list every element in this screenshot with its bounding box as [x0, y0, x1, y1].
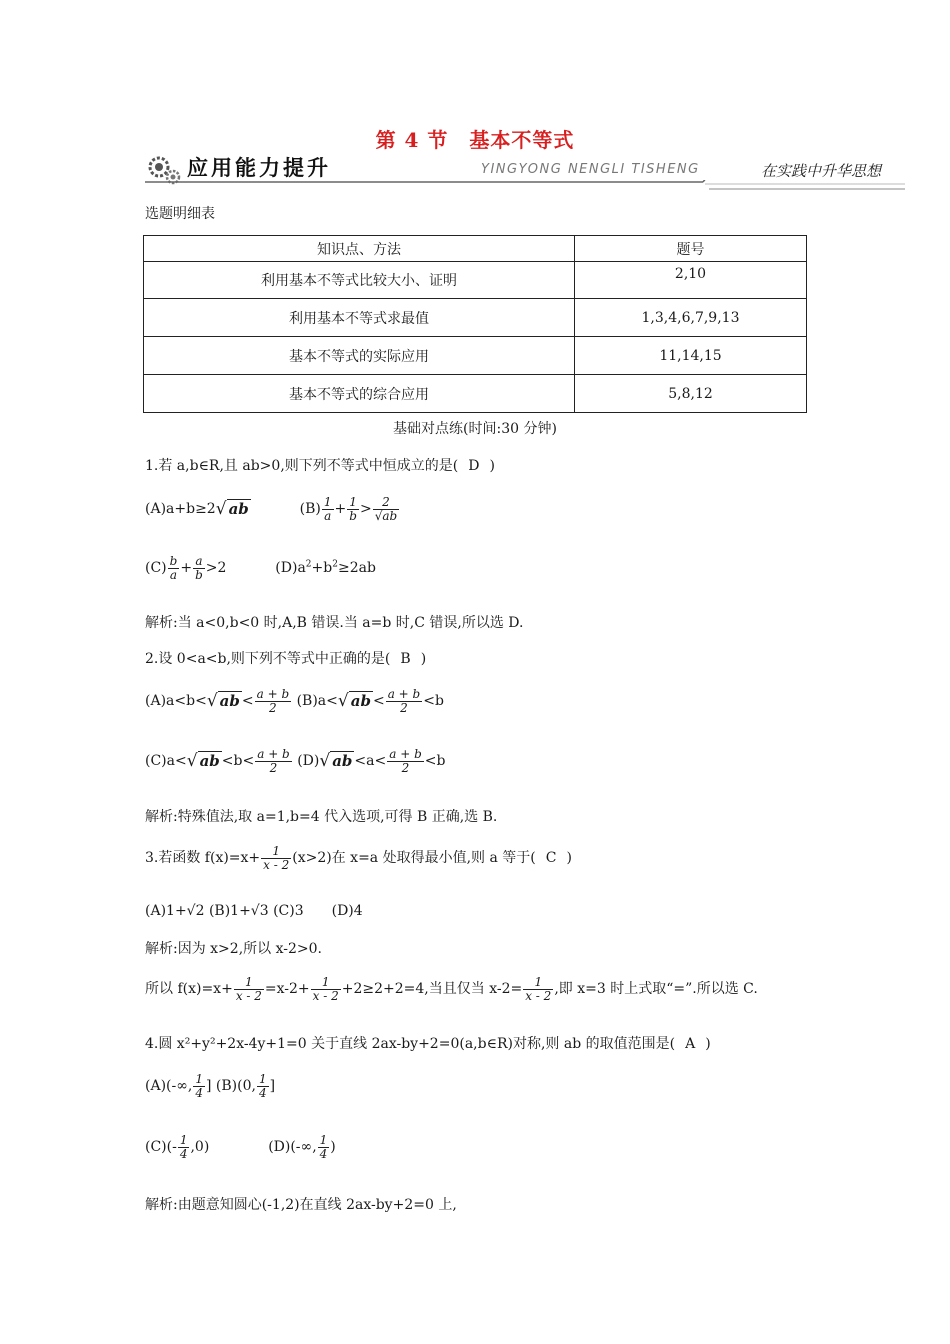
table-row — [144, 262, 807, 299]
analysis-text: ,即 x=3 时上式取“=”.所以选 C. — [554, 981, 758, 998]
answer: C — [545, 850, 557, 867]
q2-analysis: 解析:特殊值法,取 a=1,b=4 代入选项,可得 B 正确,选 B. — [145, 809, 498, 825]
question-stem: 1.若 a,b∈R,且 ab>0,则下列不等式中恒成立的是( — [145, 458, 459, 474]
question-stem: 3.若函数 f(x)=x+ — [145, 850, 261, 867]
q4-analysis: 解析:由题意知圆心(-1,2)在直线 2ax-by+2=0 上, — [145, 1197, 457, 1213]
table-cell: 2,10 — [575, 262, 807, 299]
question-close: ) — [705, 1036, 711, 1052]
section-banner — [145, 150, 905, 190]
banner-rule — [145, 180, 905, 190]
q3-analysis-1: 解析:因为 x>2,所以 x-2>0. — [145, 941, 322, 957]
table-header: 题号 — [575, 236, 807, 262]
table-caption: 选题明细表 — [145, 206, 215, 222]
table-row — [144, 337, 807, 375]
q1-analysis: 解析:当 a<0,b<0 时,A,B 错误.当 a=b 时,C 错误,所以选 D. — [145, 615, 524, 631]
table-cell: 基本不等式的实际应用 — [144, 337, 575, 375]
question-stem: 2.设 0<a<b,则下列不等式中正确的是( — [145, 651, 391, 667]
table-cell: 基本不等式的综合应用 — [144, 375, 575, 413]
table-header-row — [144, 236, 807, 262]
q1-option-a-b: (A)a+b≥2√ ab (B) $\frac{1}{a}$ + $\frac{1}{b}$ > $\frac{2}{√ab}$ — [145, 495, 398, 523]
question-1 — [145, 455, 495, 475]
analysis-text: =x-2+ — [264, 981, 310, 998]
table-row — [144, 299, 807, 337]
question-2 — [145, 648, 426, 668]
table-row — [144, 375, 807, 413]
banner-title: 应用能力提升 — [187, 156, 331, 180]
section-heading: 基础对点练(时间:30 分钟) — [393, 421, 557, 437]
table-cell: 11,14,15 — [575, 337, 807, 375]
q3-options: (A)1+√2 (B)1+√3 (C)3 (D)4 — [145, 903, 363, 919]
question-stem: 4.圆 x²+y²+2x-4y+1=0 关于直线 2ax-by+2=0(a,b∈R)对称,则 ab 的取值范围是( — [145, 1036, 676, 1052]
q3-analysis-2: 所以 f(x)=x+ $\frac{1}{x - 2}$ =x-2+ $\frac{1}{x - 2}$ +2≥2+2=4,当且仅当 x-2= $\frac{1}{x - 2}$ ,即 x=3 时上式取“=”.所以选 C. — [145, 975, 758, 1003]
q1-option-c-d: (C) $\frac{b}{a}$ + $\frac{a}{b}$ >2 $(D)a^2+b^2\ge 2ab$ — [145, 554, 376, 582]
question-4 — [145, 1033, 711, 1053]
table-header: 知识点、方法 — [144, 236, 575, 262]
banner-motto: 在实践中升华思想 — [761, 162, 882, 180]
analysis-text: +2≥2+2=4,当且仅当 x-2= — [341, 981, 523, 998]
question-close: ) — [566, 850, 572, 867]
q4-option-a-b: (A)(-∞, $\frac{1}{4}$ ] (B)(0, $\frac{1}{4}$ ] — [145, 1072, 276, 1100]
question-stem: (x>2)在 x=a 处取得最小值,则 a 等于( — [292, 850, 536, 867]
q4-option-c-d: (C)(- $\frac{1}{4}$ ,0) (D)(-∞, $\frac{1}{4}$ ) — [145, 1133, 336, 1161]
answer: B — [400, 651, 411, 667]
table-cell: 1,3,4,6,7,9,13 — [575, 299, 807, 337]
q2-option-a-b: (A)a<b<√ ab < $\frac{a + b}{2}$ (B)a<√ ab < $\frac{a + b}{2}$ <b — [145, 687, 444, 715]
q2-option-c-d: (C)a<√ ab <b< $\frac{a + b}{2}$ (D)√ ab <a< $\frac{a + b}{2}$ <b — [145, 747, 446, 775]
question-close: ) — [489, 458, 495, 474]
page-title: 第 4 节 基本不等式 — [375, 128, 575, 152]
analysis-text: 所以 f(x)=x+ — [145, 981, 233, 998]
answer: A — [685, 1036, 696, 1052]
answer: D — [468, 458, 480, 474]
table-cell: 利用基本不等式求最值 — [144, 299, 575, 337]
table-cell: 5,8,12 — [575, 375, 807, 413]
question-3: 3.若函数 f(x)=x+ $\frac{1}{x - 2}$ (x>2)在 x=a 处取得最小值,则 a 等于( C ) — [145, 844, 572, 872]
question-close: ) — [420, 651, 427, 667]
banner-pinyin: YINGYONG NENGLI TISHENG — [481, 162, 700, 177]
topic-table — [143, 235, 807, 413]
table-cell: 利用基本不等式比较大小、证明 — [144, 262, 575, 299]
